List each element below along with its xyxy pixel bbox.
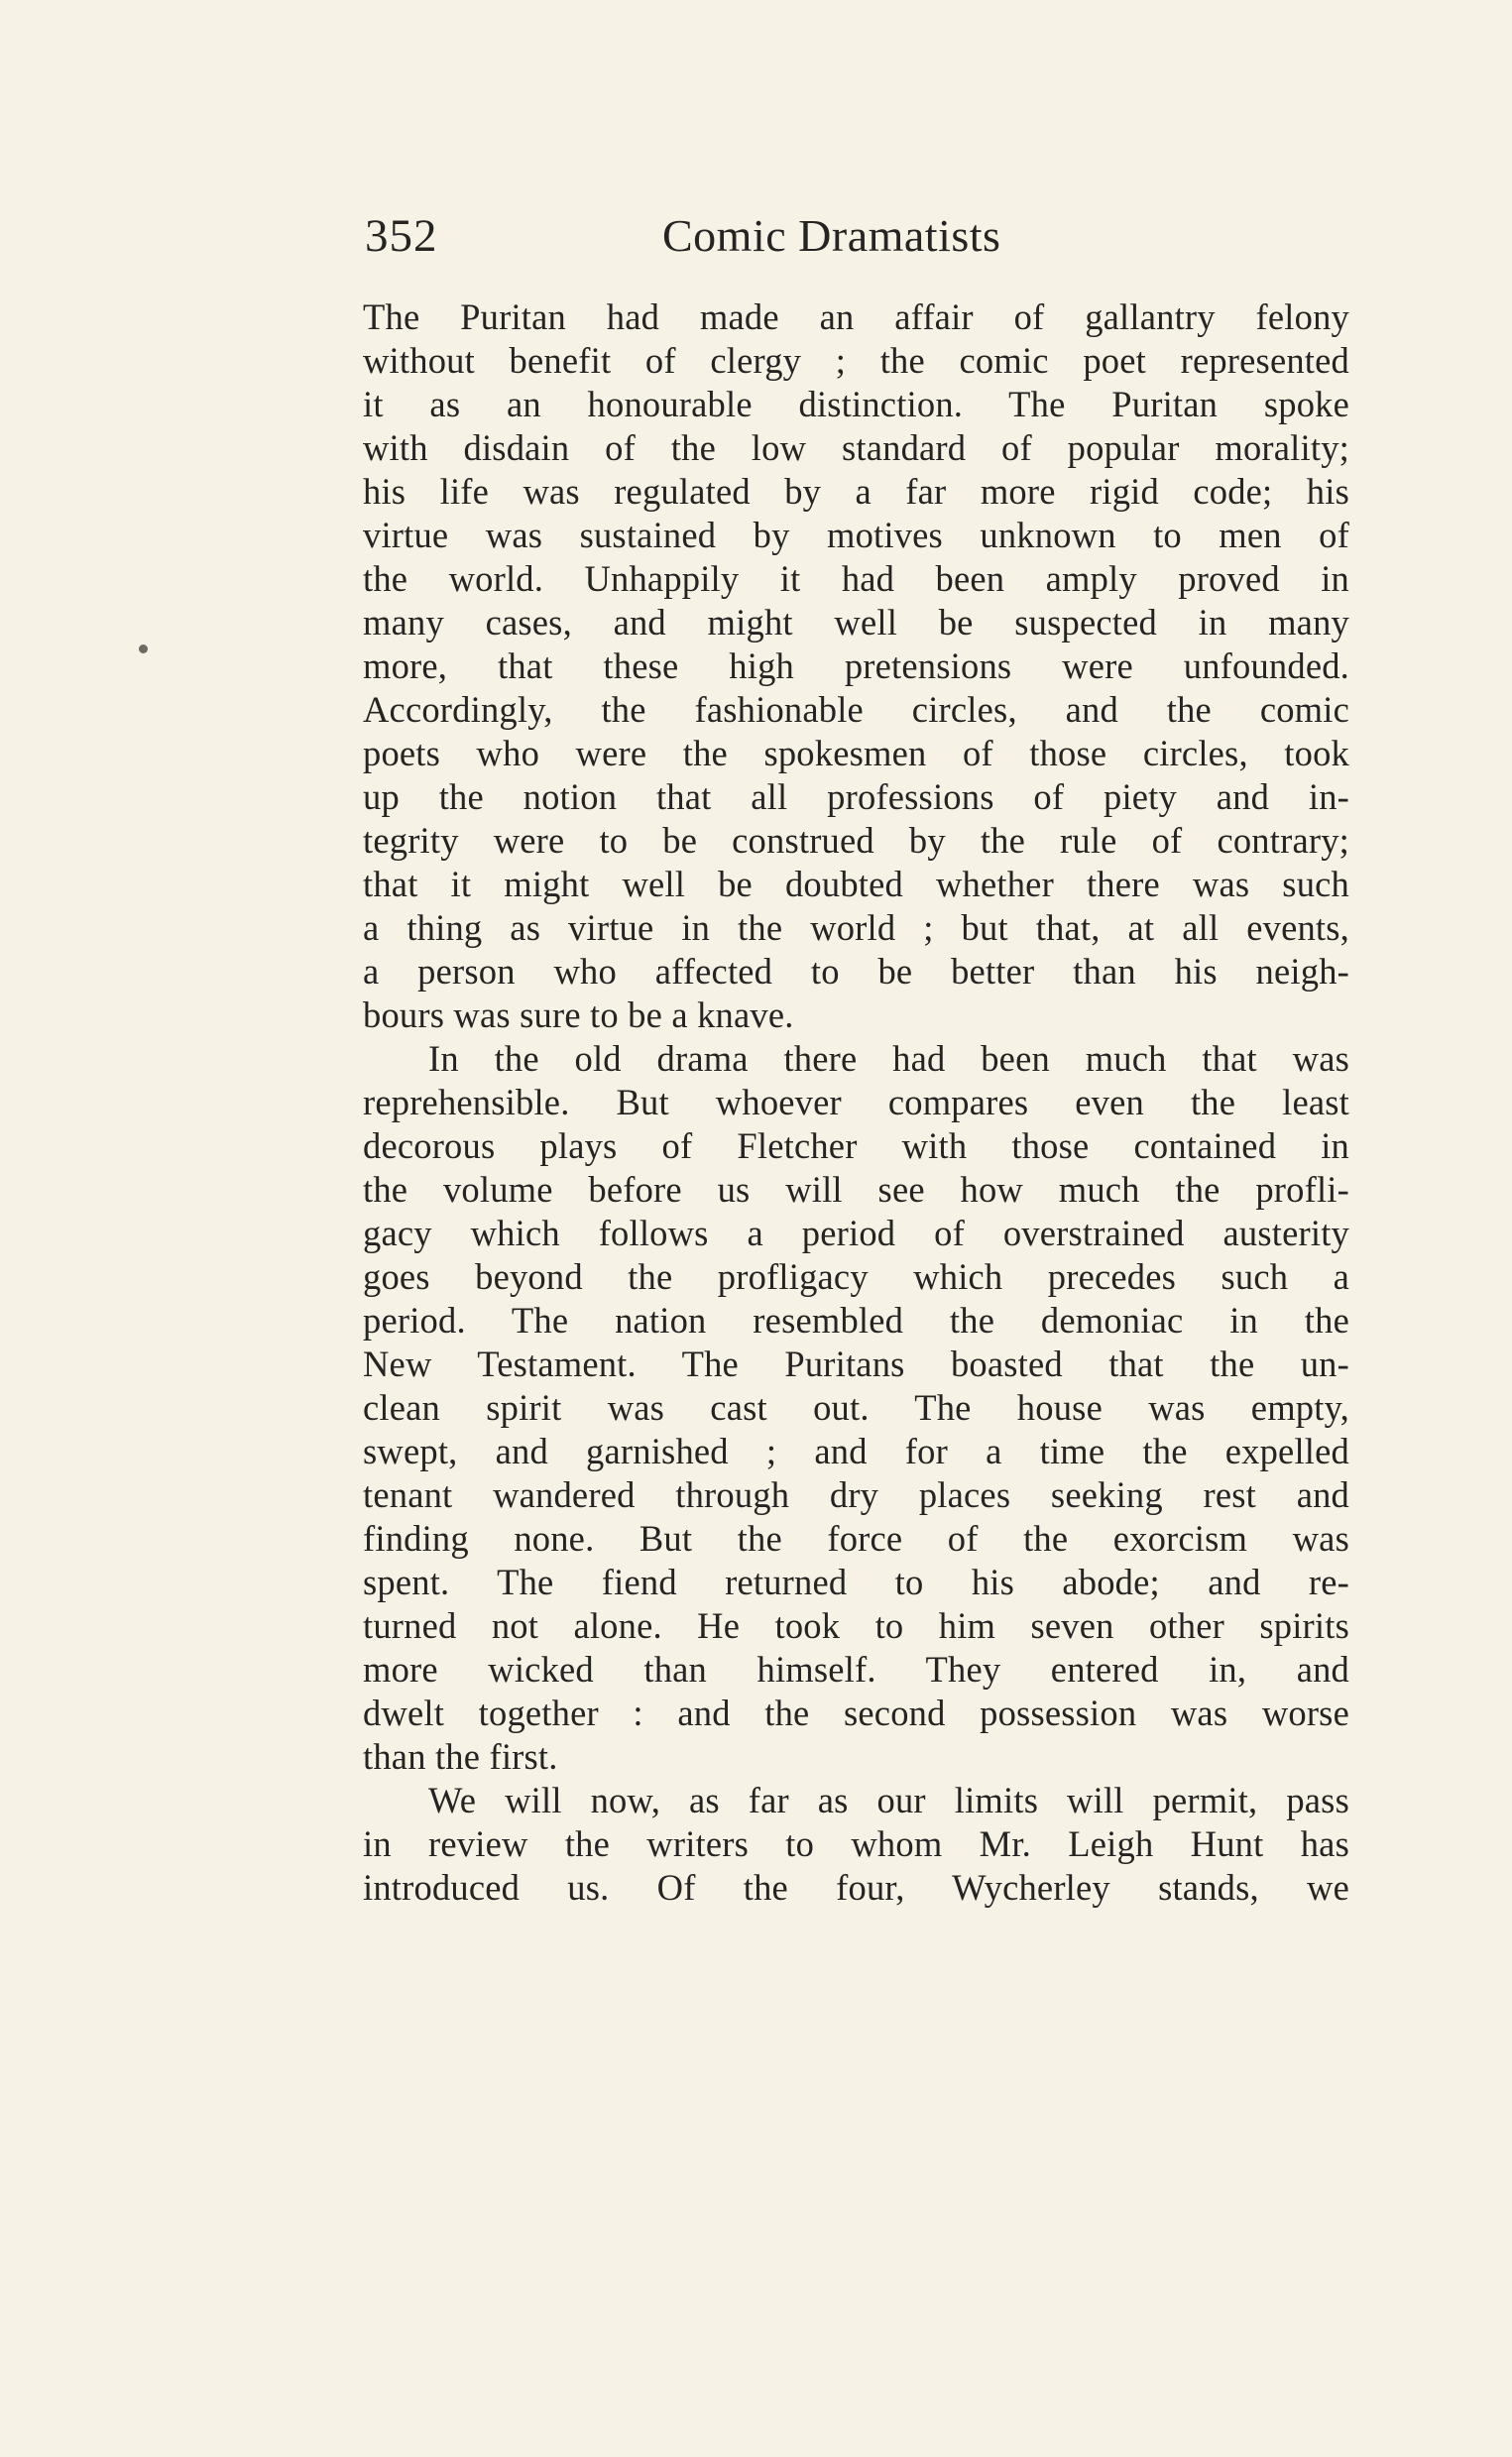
text-line: finding none. But the force of the exorcism was [363,1518,1349,1559]
text-line: up the notion that all professions of piety and in- [363,776,1349,817]
text-line: a thing as virtue in the world ; but that, at all events, [363,907,1349,948]
text-line: the volume before us will see how much the profli- [363,1169,1349,1210]
body-text [363,295,1349,1910]
text-line: New Testament. The Puritans boasted that the un- [363,1344,1349,1384]
page-number: 352 [365,210,438,262]
paragraph-end-line: than the first. [363,1736,558,1777]
text-line: turned not alone. He took to him seven other spirits [363,1605,1349,1646]
text-line: The Puritan had made an affair of gallantry felony [363,296,1349,337]
text-line: Accordingly, the fashionable circles, and the comic [363,689,1349,730]
text-line: many cases, and might well be suspected in many [363,602,1349,643]
text-line: introduced us. Of the four, Wycherley stands, we [363,1867,1349,1908]
text-line: decorous plays of Fletcher with those contained in [363,1125,1349,1166]
text-line: in review the writers to whom Mr. Leigh Hunt has [363,1823,1349,1864]
text-line: period. The nation resembled the demoniac in the [363,1300,1349,1341]
text-line: it as an honourable distinction. The Puritan spoke [363,384,1349,424]
text-line: that it might well be doubted whether there was such [363,864,1349,904]
paragraph-start-line: In the old drama there had been much that was [428,1038,1349,1079]
paragraph-end-line: bours was sure to be a knave. [363,994,794,1035]
text-line: tenant wandered through dry places seeking rest and [363,1474,1349,1515]
text-line: clean spirit was cast out. The house was empty, [363,1387,1349,1428]
text-line: more wicked than himself. They entered in, and [363,1649,1349,1690]
text-line: gacy which follows a period of overstrained austerity [363,1213,1349,1253]
text-line: goes beyond the profligacy which precedes such a [363,1256,1349,1297]
paper-speck [139,644,148,653]
text-line: swept, and garnished ; and for a time the expelled [363,1431,1349,1471]
running-title: Comic Dramatists [662,210,1001,261]
text-line: virtue was sustained by motives unknown to men of [363,515,1349,555]
page-header [365,206,1351,266]
text-line: poets who were the spokesmen of those circles, took [363,733,1349,773]
text-line: more, that these high pretensions were unfounded. [363,645,1349,686]
text-line: without benefit of clergy ; the comic poet represented [363,340,1349,381]
text-line: a person who affected to be better than his neigh- [363,951,1349,992]
paragraph-start-line: We will now, as far as our limits will permit, pass [428,1780,1349,1820]
text-line: reprehensible. But whoever compares even the least [363,1082,1349,1122]
text-line: tegrity were to be construed by the rule of contrary; [363,820,1349,861]
text-line: spent. The fiend returned to his abode; and re- [363,1562,1349,1602]
text-line: dwelt together : and the second possession was worse [363,1693,1349,1733]
text-line: his life was regulated by a far more rigid code; his [363,471,1349,512]
text-line: with disdain of the low standard of popular morality; [363,427,1349,468]
text-line: the world. Unhappily it had been amply proved in [363,558,1349,599]
